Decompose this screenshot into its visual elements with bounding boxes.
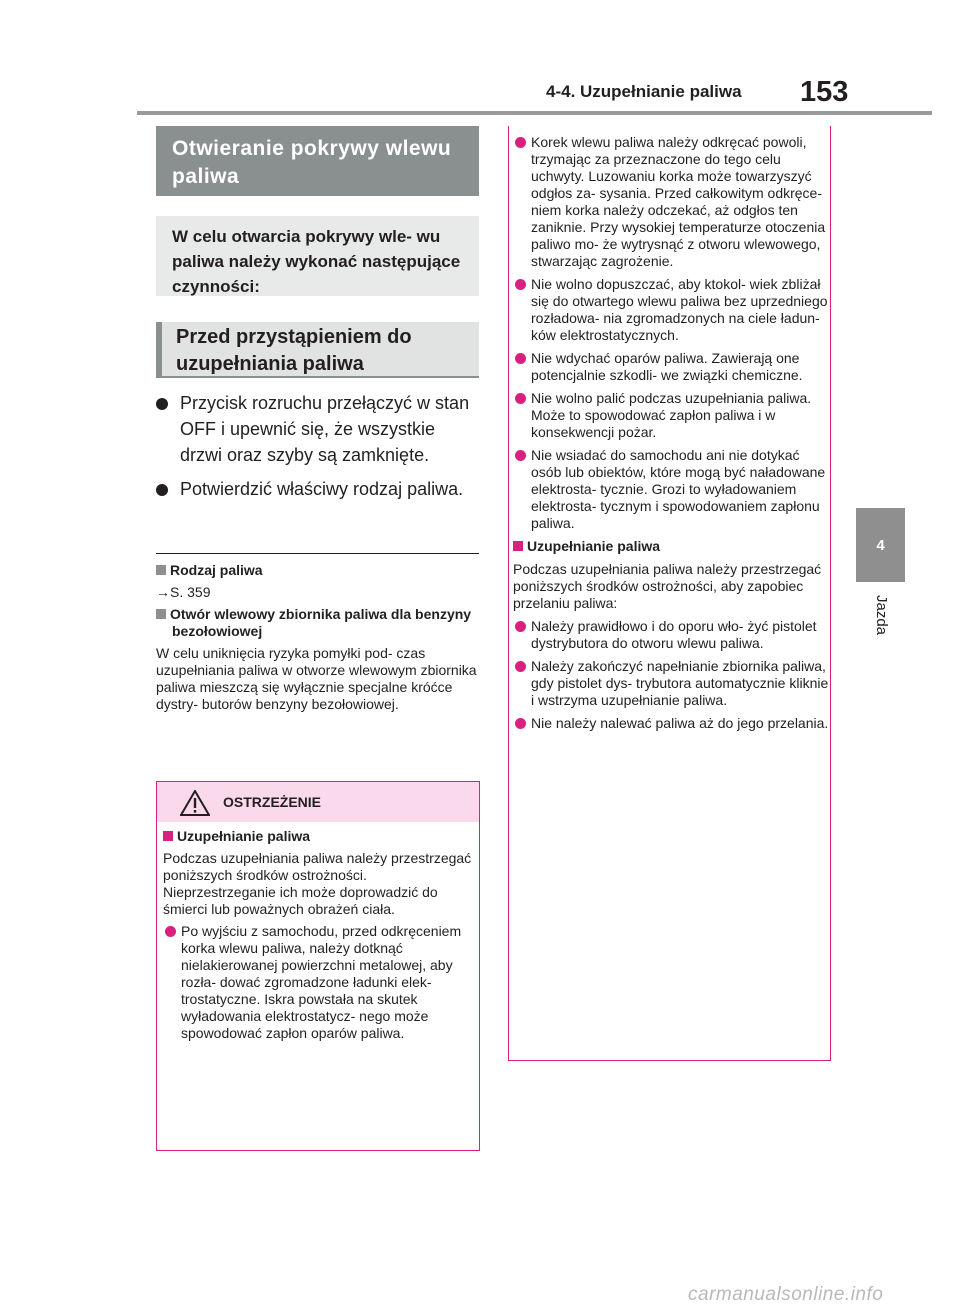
chapter-tab[interactable] (856, 508, 905, 582)
warning-heading-text: Uzupełnianie paliwa (177, 828, 311, 844)
warning-item-text: Nie wolno palić podczas uzupełniania paliwa. Może to spowodować zapłon paliwa i w konsekwencji pożar. (531, 390, 812, 440)
warning-item-text: Nie wolno dopuszczać, aby ktokol- wiek zbliżał się do otwartego wlewu paliwa bez uprzedniego rozładowa- nia zgromadzonych na ciele ładun- ków elektrostatycznych. (531, 276, 828, 343)
notes (156, 562, 478, 718)
divider (156, 553, 479, 554)
warning-list-item (513, 350, 829, 384)
list-item (156, 476, 476, 502)
warning-intro: Podczas uzupełniania paliwa należy przestrzegać poniższych środków ostrożności. Nieprzestrzeganie ich może doprowadzić do śmierci lub poważnych obrażeń ciała. (163, 850, 472, 917)
warning-heading-text: Uzupełnianie paliwa (527, 538, 661, 554)
bullet-icon (515, 621, 526, 632)
note-text: W celu uniknięcia ryzyka pomyłki pod- czas uzupełniania paliwa w otworze wlewowym zbiornika paliwa mieszczą się wyłącznie specjalne króćce dystry- butorów benzyny bezołowiowej. (156, 645, 477, 712)
header-rule (137, 111, 932, 115)
warning-continued-box (508, 126, 831, 1061)
warning-continued-body (513, 134, 829, 738)
warning-item-text: Należy prawidłowo i do oporu wło- żyć pistolet dystrybutora do otworu wlewu paliwa. (531, 618, 817, 651)
note-heading-text: Otwór wlewowy zbiornika paliwa dla benzyny bezołowiowej (170, 606, 472, 639)
warning-header (157, 782, 479, 822)
page-number: 153 (800, 76, 849, 108)
warning-box (156, 781, 480, 1151)
note-heading-filler (156, 606, 478, 640)
warning-triangle-icon (180, 790, 210, 816)
warning-item-text: Należy zakończyć napełnianie zbiornika paliwa, gdy pistolet dys- trybutora automatycznie kliknie i wstrzyma uzupełnianie paliwa. (531, 658, 829, 708)
warning-list-item (513, 658, 829, 709)
chapter-number: 4 (876, 536, 885, 554)
list-item (156, 390, 476, 468)
warning-item-text: Po wyjściu z samochodu, przed odkręceniem korka wlewu paliwa, należy dotknąć nielakierowanej powierzchni metalowej, aby rozła- dować zgromadzone ładunki elek- trostatyczne. Iskra powstała na skutek wyładowania elektrostatycz- nego może spowodować zapłon oparów paliwa. (181, 923, 462, 1041)
warning-list-item (513, 390, 829, 441)
bullet-icon (515, 279, 526, 290)
warning-title: OSTRZEŻENIE (223, 794, 322, 810)
bullet-icon (515, 718, 526, 729)
bullet-icon (156, 398, 168, 410)
warning-item-text: Korek wlewu paliwa należy odkręcać powoli, trzymając za przeznaczone do tego celu uchwyty. Luzowaniu korka może towarzyszyć odgłos za- sysania. Przed całkowitym odkręce- niem korka należy odczekać, aż odgłos ten zaniknie. Przy wysokiej temperaturze otoczenia paliwo mo- że wytrysnąć z otworu wlewowego, stwarzając zagrożenie. (531, 134, 826, 269)
warning-intro: Podczas uzupełniania paliwa należy przestrzegać poniższych środków ostrożności, aby zapobiec przelaniu paliwa: (513, 561, 822, 611)
list-item-text: Przycisk rozruchu przełączyć w stan OFF i upewnić się, że wszystkie drzwi oraz szyby są zamknięte. (180, 393, 470, 465)
bullet-icon (515, 661, 526, 672)
warning-item-text: Nie wdychać oparów paliwa. Zawierają one potencjalnie szkodli- we związki chemiczne. (531, 350, 803, 383)
intro-text: W celu otwarcia pokrywy wle- wu paliwa należy wykonać następujące czynności: (156, 216, 479, 296)
bullet-icon (515, 450, 526, 461)
subsection-heading: Przed przystąpieniem do uzupełniania paliwa (156, 322, 479, 378)
warning-list-item (513, 618, 829, 652)
bullet-icon (515, 353, 526, 364)
square-bullet-icon (156, 609, 166, 619)
warning-item-text: Nie należy nalewać paliwa aż do jego przelania. (531, 715, 829, 731)
list-item-text: Potwierdzić właściwy rodzaj paliwa. (180, 479, 464, 499)
warning-heading (163, 828, 475, 845)
page-reference[interactable]: →S. 359 (156, 584, 211, 600)
preparation-list (156, 390, 476, 510)
bullet-icon (156, 484, 168, 496)
bullet-icon (165, 926, 176, 937)
warning-list-item (163, 923, 475, 1042)
warning-list-item (513, 276, 829, 344)
bullet-icon (515, 393, 526, 404)
square-bullet-icon (513, 541, 523, 551)
warning-list-item (513, 715, 829, 732)
square-bullet-icon (156, 565, 166, 575)
warning-heading (513, 538, 829, 555)
warning-item-text: Nie wsiadać do samochodu ani nie dotykać osób lub obiektów, które mogą być naładowane elektrosta- tycznie. Grozi to wyładowaniem elektrosta- tycznym i spowodowaniem zapłonu paliwa. (531, 447, 826, 531)
warning-list-item (513, 447, 829, 532)
bullet-icon (515, 137, 526, 148)
chapter-label: Jazda (873, 595, 890, 636)
section-title: 4-4. Uzupełnianie paliwa (546, 82, 742, 101)
watermark: carmanualsonline.info (688, 1284, 884, 1305)
note-heading-text: Rodzaj paliwa (170, 562, 263, 578)
square-bullet-icon (163, 831, 173, 841)
section-heading: Otwieranie pokrywy wlewu paliwa (156, 126, 479, 196)
chapter-label-wrap (868, 595, 898, 655)
warning-list-item (513, 134, 829, 270)
warning-body (163, 828, 475, 1042)
note-heading-fuel-type (156, 562, 478, 579)
